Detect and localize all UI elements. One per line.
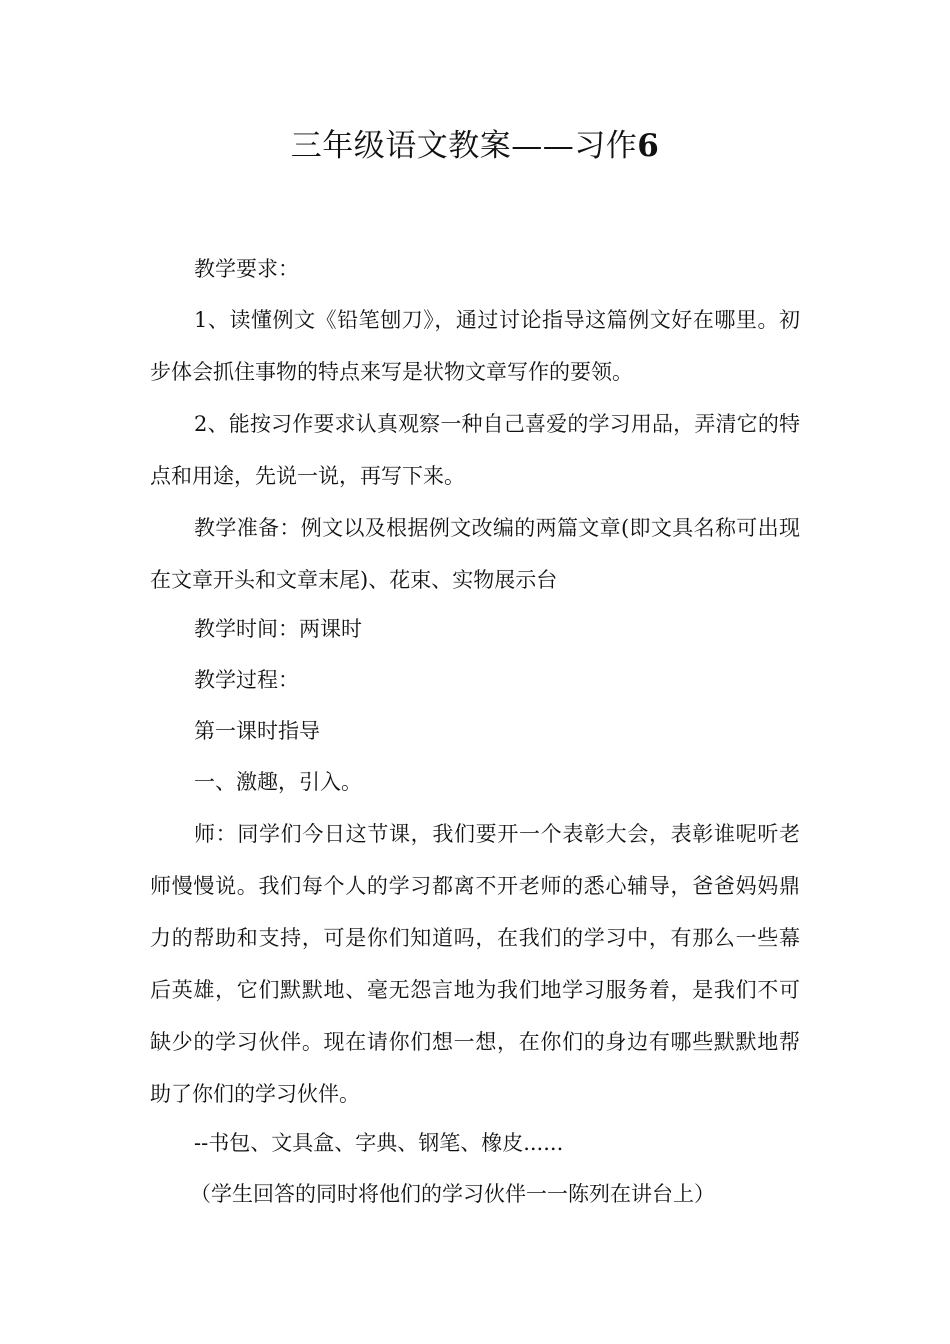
paragraph-teaching-preparation: 教学准备：例文以及根据例文改编的两篇文章(即文具名称可出现在文章开头和文章末尾)、花束、实物展示台	[150, 516, 800, 592]
paragraph-first-lesson: 第一课时指导	[194, 719, 320, 743]
paragraph-teacher-speech: 师：同学们今日这节课，我们要开一个表彰大会，表彰谁呢听老师慢慢说。我们每个人的学习都离不开老师的悉心辅导，爸爸妈妈鼎力的帮助和支持，可是你们知道吗，在我们的学习中，有那么一些幕后英雄，它们默默地、毫无怨言地为我们地学习服务着，是我们不可缺少的学习伙伴。现在请你们想一想，在你们的身边有哪些默默地帮助了你们的学习伙伴。	[150, 822, 800, 1106]
paragraph-requirement-2: 2、能按习作要求认真观察一种自己喜爱的学习用品，弄清它的特点和用途，先说一说，再写下来。	[150, 412, 800, 488]
paragraph-teaching-requirements: 教学要求：	[194, 257, 299, 281]
title-number: 6	[637, 128, 660, 164]
paragraph-teaching-time: 教学时间：两课时	[194, 617, 362, 641]
paragraph-requirement-1: 1、读懂例文《铅笔刨刀》，通过讨论指导这篇例文好在哪里。初步体会抓住事物的特点来写是状物文章写作的要领。	[150, 308, 800, 384]
paragraph-section-one: 一、激趣，引入。	[194, 770, 362, 794]
paragraph-student-answers: --书包、文具盒、字典、钢笔、橡皮......	[194, 1131, 564, 1155]
paragraph-teaching-process: 教学过程：	[194, 668, 299, 692]
title-main-text: 三年级语文教案——习作	[290, 128, 638, 164]
document-title	[0, 122, 950, 170]
paragraph-stage-note: （学生回答的同时将他们的学习伙伴一一陈列在讲台上）	[190, 1182, 715, 1206]
